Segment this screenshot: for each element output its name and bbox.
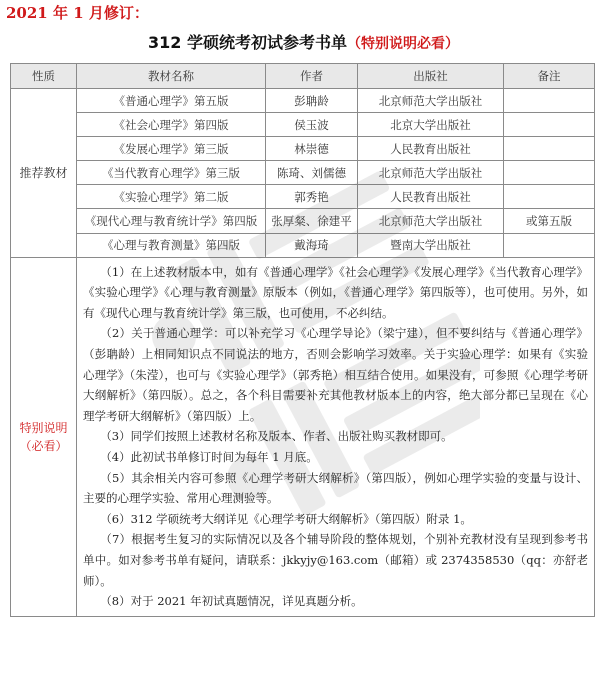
special-notes-label	[11, 257, 77, 616]
book-publisher: 人民教育出版社	[358, 185, 504, 209]
note-2: （2）关于普通心理学：可以补充学习《心理学导论》（梁宁建），但不要纠结与《普通心理学》（彭聃龄）上相同知识点不同说法的地方，否则会影响学习效率。关于实验心理学：如果有《实验心理学》（朱滢），也可与《实验心理学》（郭秀艳）相互结合使用。如果没有，可参照《心理学考研大纲解析》（第四版）。总之，各个科目需要补充其他教材版本上的内容，绝大部分都已呈现在《心理学考研大纲解析》（第四版）上。	[83, 326, 588, 423]
table-row	[11, 233, 595, 257]
header-publisher: 出版社	[358, 64, 504, 89]
page-title	[0, 30, 607, 53]
recommended-label: 推荐教材	[11, 89, 77, 258]
book-author: 陈琦、刘儒德	[266, 161, 358, 185]
special-notes-content	[77, 257, 595, 616]
book-remark: 或第五版	[504, 209, 595, 233]
book-author: 彭聃龄	[266, 89, 358, 113]
note-8: （8）对于 2021 年初试真题情况，详见真题分析。	[100, 594, 363, 609]
special-label-line2: （必看）	[19, 438, 68, 453]
notes-list	[83, 262, 588, 612]
book-remark	[504, 161, 595, 185]
note-4: （4）此初试书单修订时间为每年 1 月底。	[100, 450, 318, 464]
book-publisher: 暨南大学出版社	[358, 233, 504, 257]
book-publisher: 人民教育出版社	[358, 137, 504, 161]
book-author: 侯玉波	[266, 113, 358, 137]
note-3: （3）同学们按照上述教材名称及版本、作者、出版社购买教材即可。	[100, 429, 453, 444]
note-6: （6）312 学硕统考大纲详见《心理学考研大纲解析》（第四版）附录 1。	[100, 511, 472, 526]
book-name: 《普通心理学》第五版	[77, 89, 266, 113]
book-remark	[504, 137, 595, 161]
header-category: 性质	[11, 64, 77, 89]
book-name: 《当代教育心理学》第三版	[77, 161, 266, 185]
book-name: 《现代心理与教育统计学》第四版	[77, 209, 266, 233]
reading-list-table	[10, 63, 595, 617]
book-name: 《社会心理学》第四版	[77, 113, 266, 137]
table-row	[11, 209, 595, 233]
book-remark	[504, 113, 595, 137]
special-notes-row	[11, 257, 595, 616]
header-remark: 备注	[504, 64, 595, 89]
book-author: 张厚粲、徐建平	[266, 209, 358, 233]
table-header-row	[11, 64, 595, 89]
title-main: 312 学硕统考初试参考书单	[148, 33, 347, 52]
note-1: （1）在上述教材版本中，如有《普通心理学》《社会心理学》《发展心理学》《当代教育心理学》《实验心理学》《心理与教育测量》原版本（例如，《普通心理学》第四版等），也可使用。另外，如有《现代心理与教育统计学》第三版，也可使用，不必纠结。	[83, 264, 588, 320]
book-remark	[504, 233, 595, 257]
book-publisher: 北京大学出版社	[358, 113, 504, 137]
book-remark	[504, 185, 595, 209]
header-author: 作者	[266, 64, 358, 89]
title-note: （特别说明必看）	[346, 36, 459, 52]
note-7: （7）根据考生复习的实际情况以及各个辅导阶段的整体规划，个别补充教材没有呈现到参考书单中。如对参考书单有疑问，请联系：jkkyjy@163.com（邮箱）或 2374358530（qq：亦舒老师）。	[83, 532, 588, 588]
table-row	[11, 161, 595, 185]
note-5: （5）其余相关内容可参照《心理学考研大纲解析》（第四版），例如心理学实验的变量与设计、主要的心理学实验、常用心理测验等。	[83, 470, 588, 506]
book-author: 郭秀艳	[266, 185, 358, 209]
revision-note: 2021 年 1 月修订：	[6, 4, 149, 22]
table-row	[11, 89, 595, 113]
table-row	[11, 185, 595, 209]
book-author: 林崇德	[266, 137, 358, 161]
table-row	[11, 137, 595, 161]
header-book-name: 教材名称	[77, 64, 266, 89]
book-name: 《心理与教育测量》第四版	[77, 233, 266, 257]
book-publisher: 北京师范大学出版社	[358, 209, 504, 233]
special-label-line1: 特别说明	[19, 420, 68, 435]
book-name: 《发展心理学》第三版	[77, 137, 266, 161]
book-author: 戴海琦	[266, 233, 358, 257]
book-publisher: 北京师范大学出版社	[358, 161, 504, 185]
book-remark	[504, 89, 595, 113]
book-name: 《实验心理学》第二版	[77, 185, 266, 209]
book-publisher: 北京师范大学出版社	[358, 89, 504, 113]
table-row	[11, 113, 595, 137]
